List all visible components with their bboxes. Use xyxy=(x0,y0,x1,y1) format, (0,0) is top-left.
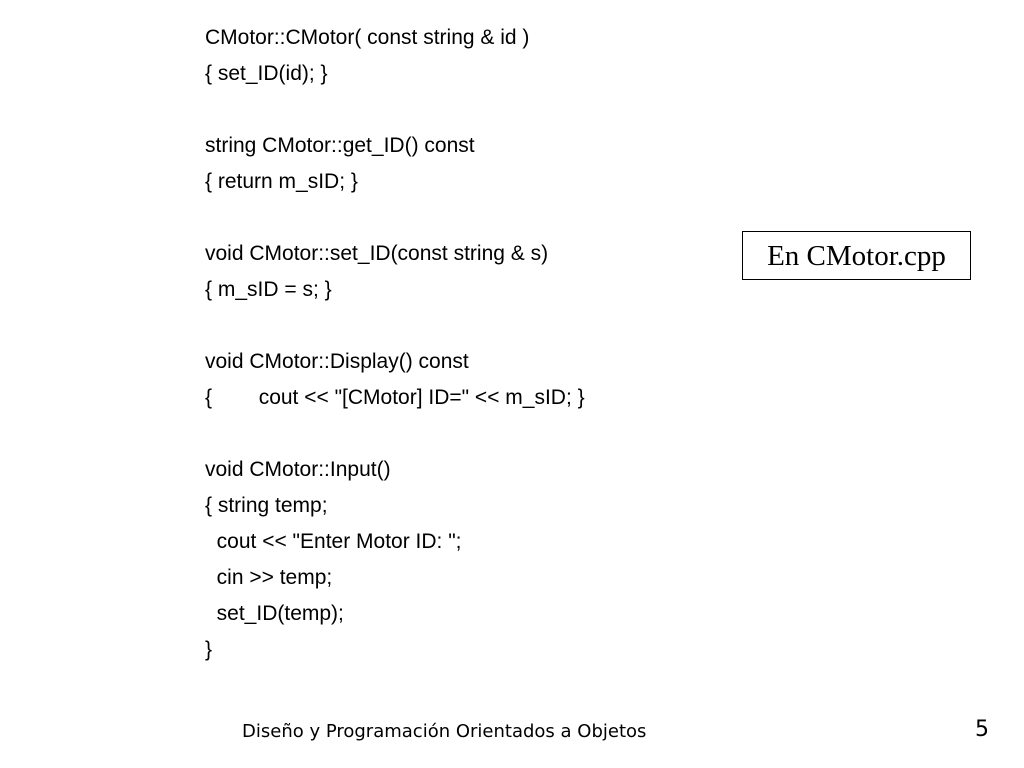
code-line: { cout << "[CMotor] ID=" << m_sID; } xyxy=(205,386,585,409)
code-line xyxy=(205,308,585,344)
code-line: set_ID(temp); xyxy=(205,602,344,625)
code-line: cout << "Enter Motor ID: "; xyxy=(205,530,462,553)
code-line: string CMotor::get_ID() const xyxy=(205,134,475,157)
file-label-box: En CMotor.cpp xyxy=(742,231,971,280)
code-line: cin >> temp; xyxy=(205,566,333,589)
code-line: void CMotor::Display() const xyxy=(205,350,469,373)
code-line: { set_ID(id); } xyxy=(205,62,328,85)
code-line: { m_sID = s; } xyxy=(205,278,332,301)
code-line xyxy=(205,416,585,452)
footer-course-title: Diseño y Programación Orientados a Objetos xyxy=(242,721,647,742)
code-line: void CMotor::Input() xyxy=(205,458,391,481)
code-line: { return m_sID; } xyxy=(205,170,358,193)
code-block xyxy=(205,20,585,668)
code-line xyxy=(205,92,585,128)
code-line xyxy=(205,200,585,236)
page-number: 5 xyxy=(975,717,989,742)
code-line: CMotor::CMotor( const string & id ) xyxy=(205,26,530,49)
code-line: } xyxy=(205,638,213,661)
code-line: { string temp; xyxy=(205,494,328,517)
code-line: void CMotor::set_ID(const string & s) xyxy=(205,242,549,265)
